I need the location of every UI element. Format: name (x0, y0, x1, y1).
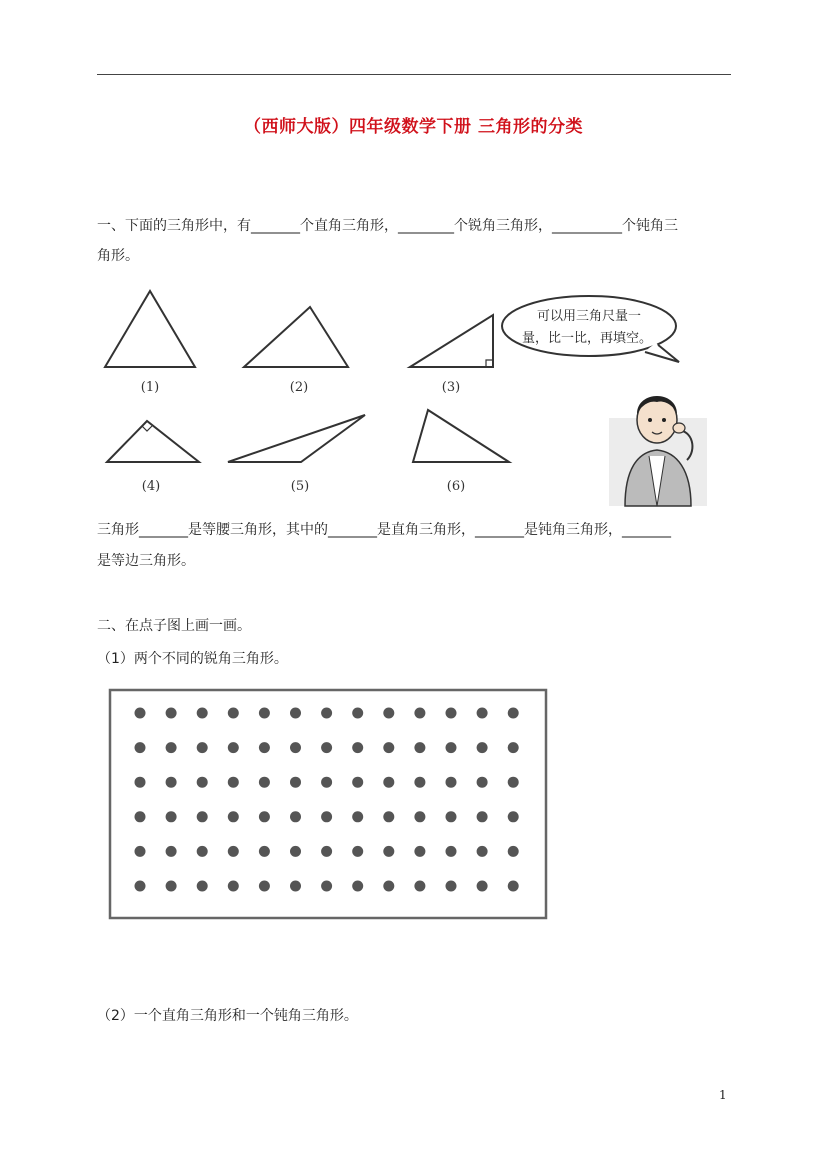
grid-dot[interactable] (166, 846, 177, 857)
grid-dot[interactable] (290, 881, 301, 892)
triangle-5 (228, 415, 365, 462)
grid-dot[interactable] (290, 708, 301, 719)
grid-dot[interactable] (166, 811, 177, 822)
grid-dot[interactable] (228, 708, 239, 719)
grid-dot[interactable] (228, 811, 239, 822)
grid-dot[interactable] (352, 777, 363, 788)
grid-dot[interactable] (383, 777, 394, 788)
triangle-6 (413, 410, 509, 462)
speech-text-line-1: 可以用三角尺量一 (536, 309, 642, 324)
grid-dot[interactable] (352, 708, 363, 719)
boy-illustration (609, 396, 707, 506)
grid-dot[interactable] (352, 742, 363, 753)
grid-dot[interactable] (508, 777, 519, 788)
grid-dot[interactable] (197, 881, 208, 892)
grid-dot[interactable] (290, 742, 301, 753)
grid-dot[interactable] (135, 708, 146, 719)
question-2-part-1: （1）两个不同的锐角三角形。 (97, 651, 288, 667)
question-2-part-2: （2）一个直角三角形和一个钝角三角形。 (97, 1008, 358, 1024)
grid-dot[interactable] (414, 742, 425, 753)
triangle-label-4: (4) (141, 479, 161, 494)
triangle-label-1: (1) (140, 380, 160, 395)
grid-dot[interactable] (321, 777, 332, 788)
grid-dot[interactable] (508, 742, 519, 753)
grid-dot[interactable] (477, 777, 488, 788)
grid-dot[interactable] (508, 846, 519, 857)
grid-dot[interactable] (383, 881, 394, 892)
grid-dot[interactable] (477, 708, 488, 719)
page-title: （西师大版）四年级数学下册 三角形的分类 (244, 117, 583, 137)
grid-dot[interactable] (197, 742, 208, 753)
grid-dot[interactable] (477, 811, 488, 822)
grid-dot[interactable] (197, 777, 208, 788)
grid-dot[interactable] (446, 846, 457, 857)
question-1-line-4: 是等边三角形。 (97, 553, 195, 569)
grid-dot[interactable] (446, 708, 457, 719)
grid-dot[interactable] (259, 811, 270, 822)
page-number: 1 (719, 1088, 727, 1102)
grid-dot[interactable] (508, 881, 519, 892)
grid-dot[interactable] (228, 742, 239, 753)
grid-dot[interactable] (446, 777, 457, 788)
triangle-4 (107, 421, 199, 462)
grid-dot[interactable] (446, 811, 457, 822)
grid-dot[interactable] (135, 742, 146, 753)
grid-dot[interactable] (259, 881, 270, 892)
header-rule (97, 74, 731, 75)
grid-dot[interactable] (290, 846, 301, 857)
grid-dot[interactable] (197, 708, 208, 719)
grid-dot[interactable] (228, 777, 239, 788)
grid-dot[interactable] (414, 708, 425, 719)
grid-dot[interactable] (321, 846, 332, 857)
grid-dot[interactable] (352, 846, 363, 857)
grid-dot[interactable] (166, 881, 177, 892)
grid-dot[interactable] (135, 846, 146, 857)
question-1-line-1: 一、下面的三角形中，有_______个直角三角形，________个锐角三角形，__________个钝角三 (97, 218, 678, 234)
grid-dot[interactable] (166, 742, 177, 753)
grid-dot[interactable] (197, 811, 208, 822)
grid-dot[interactable] (383, 742, 394, 753)
grid-dot[interactable] (352, 881, 363, 892)
right-angle-mark-4 (142, 426, 152, 431)
grid-dot[interactable] (414, 846, 425, 857)
grid-dot[interactable] (228, 881, 239, 892)
grid-dot[interactable] (135, 881, 146, 892)
grid-dot[interactable] (321, 708, 332, 719)
triangle-label-5: (5) (290, 479, 310, 494)
grid-dot[interactable] (414, 881, 425, 892)
grid-dot[interactable] (259, 846, 270, 857)
grid-dot[interactable] (414, 811, 425, 822)
grid-dot[interactable] (508, 708, 519, 719)
question-2-heading: 二、在点子图上画一画。 (97, 618, 251, 634)
grid-dot[interactable] (321, 742, 332, 753)
grid-dot[interactable] (477, 846, 488, 857)
dot-grid (108, 688, 548, 920)
triangle-1 (105, 291, 195, 367)
grid-dot[interactable] (197, 846, 208, 857)
grid-dot[interactable] (383, 811, 394, 822)
grid-dot[interactable] (383, 846, 394, 857)
grid-dot[interactable] (166, 708, 177, 719)
triangle-2 (244, 307, 348, 367)
grid-dot[interactable] (508, 811, 519, 822)
speech-text-line-2: 量，比一比，再填空。 (521, 331, 653, 346)
grid-dot[interactable] (446, 881, 457, 892)
grid-dot[interactable] (135, 777, 146, 788)
grid-dot[interactable] (166, 777, 177, 788)
grid-dot[interactable] (228, 846, 239, 857)
triangles-figure (97, 280, 710, 508)
triangle-label-3: (3) (441, 380, 461, 395)
grid-dot[interactable] (259, 742, 270, 753)
grid-dot[interactable] (446, 742, 457, 753)
grid-dot[interactable] (290, 777, 301, 788)
grid-dot[interactable] (352, 811, 363, 822)
grid-dot[interactable] (414, 777, 425, 788)
triangle-label-6: (6) (446, 479, 466, 494)
triangle-label-2: (2) (289, 380, 309, 395)
right-angle-mark-3 (486, 360, 493, 367)
grid-dot[interactable] (477, 742, 488, 753)
grid-dot[interactable] (321, 811, 332, 822)
grid-dot[interactable] (290, 811, 301, 822)
speech-bubble (502, 296, 679, 362)
question-1-line-3: 三角形_______是等腰三角形，其中的_______是直角三角形，_______是钝角三角形，_______ (97, 522, 671, 538)
question-1-line-2: 角形。 (97, 248, 139, 264)
grid-dot[interactable] (321, 881, 332, 892)
grid-dot[interactable] (383, 708, 394, 719)
triangle-3 (410, 315, 493, 367)
grid-dot[interactable] (259, 708, 270, 719)
grid-dot[interactable] (135, 811, 146, 822)
grid-dot[interactable] (259, 777, 270, 788)
grid-dot[interactable] (477, 881, 488, 892)
